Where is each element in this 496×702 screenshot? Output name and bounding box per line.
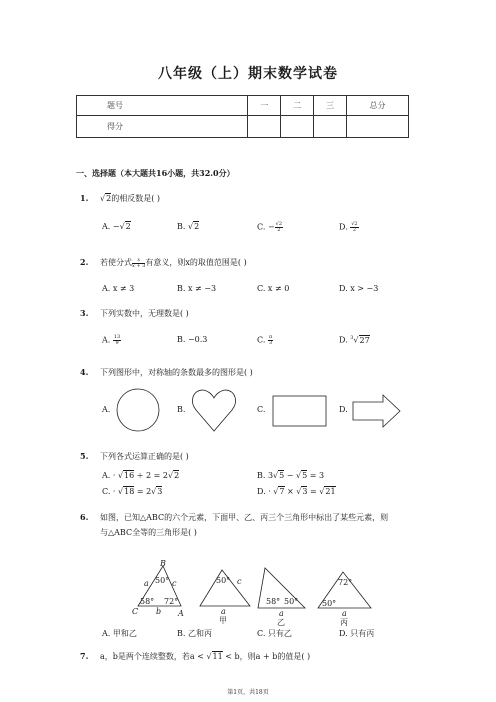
label-side-b: b	[156, 607, 162, 616]
option-d[interactable]: D. x > −3	[339, 284, 379, 293]
question-stem: 的相反数是( )	[111, 194, 160, 203]
option-c[interactable]: C. x ≠ 0	[257, 284, 290, 293]
page-title: 八年级（上）期末数学试卷	[158, 66, 338, 82]
angle-A: 72°	[164, 597, 179, 606]
jia-name: 甲	[219, 616, 227, 625]
option-d[interactable]: D. · √7 × √3 = √21	[257, 487, 336, 496]
question-number: 4.	[80, 367, 89, 377]
score-header-item: 总分	[346, 96, 408, 116]
score-header-item: 题号	[77, 96, 248, 116]
question-6-stem-continued: 与△ABC全等的三角形是( )	[100, 528, 197, 537]
question-number: 3.	[80, 308, 89, 318]
yi-side-a: a	[279, 609, 284, 618]
option-d[interactable]: D. $\frac{√2}{2}$	[339, 221, 358, 233]
score-row-label: 得分	[77, 116, 248, 138]
option-a[interactable]: A. $\frac{13}{9}$	[102, 334, 121, 346]
question-stem: 如图，已知△ABC的六个元素，下面甲、乙、丙三个三角形中标出了某些元素，则	[100, 513, 389, 522]
question-number: 1.	[80, 193, 89, 203]
question-stem-post: < b，则a + b的值是( )	[225, 652, 311, 661]
yi-angle-1: 58°	[266, 597, 281, 606]
question-number: 7.	[80, 651, 89, 661]
question-number: 5.	[80, 451, 89, 461]
section-heading: 一、选择题（本大题共16小题，共32.0分）	[76, 168, 235, 178]
question-number: 2.	[80, 257, 89, 267]
option-b[interactable]: B. x ≠ −3	[177, 284, 217, 293]
label-side-c: c	[172, 579, 177, 588]
score-header-item: 二	[281, 96, 314, 116]
jia-angle: 50°	[216, 576, 231, 585]
option-a[interactable]: A. x ≠ 3	[102, 284, 135, 293]
bing-angle-2: 50°	[322, 599, 337, 608]
option-b[interactable]: B. −0.3	[177, 335, 208, 344]
question-stem-pre: 若使分式	[100, 258, 132, 267]
bing-side-a: a	[342, 609, 347, 618]
question-math: √2	[100, 194, 112, 203]
option-b[interactable]: B. 乙和丙	[177, 629, 212, 638]
question-7: 7. a，b是两个连续整数，若a < √11 < b，则a + b的值是( )	[80, 651, 311, 661]
question-fraction: $\frac{x}{x + 3}$	[132, 256, 146, 269]
label-C: C	[132, 607, 139, 616]
bing-name: 丙	[340, 618, 348, 627]
question-number: 6.	[80, 512, 89, 522]
option-a[interactable]: A. −√2	[102, 222, 131, 231]
bing-angle-1: 72°	[338, 578, 353, 587]
option-d[interactable]: D.	[339, 405, 348, 414]
question-stem-post: 有意义，则x的取值范围是( )	[145, 258, 247, 267]
option-b[interactable]: B.	[177, 405, 186, 414]
jia-side-c: c	[237, 577, 242, 586]
label-B: B	[160, 559, 166, 568]
option-b[interactable]: B. 3√5 − √5 = 3	[257, 471, 325, 480]
option-b[interactable]: B. √2	[177, 222, 200, 231]
option-d[interactable]: D. 只有丙	[339, 629, 375, 638]
angle-C: 58°	[140, 597, 155, 606]
option-c[interactable]: C. − $\frac{√2}{2}$	[257, 221, 283, 233]
jia-side-a: a	[221, 607, 226, 616]
score-header-item: 三	[314, 96, 347, 116]
question-stem: 下列图形中，对称轴的条数最多的图形是( )	[100, 368, 253, 377]
angle-B: 50°	[155, 576, 170, 585]
label-A: A	[178, 609, 184, 618]
option-a[interactable]: A. · √16 ÷ 2 = 2√2	[102, 471, 180, 480]
score-header-item: 一	[248, 96, 281, 116]
option-c[interactable]: C.	[257, 405, 266, 414]
option-c[interactable]: C. · √18 = 2√3	[102, 487, 163, 496]
option-d[interactable]: D. $^3$√27	[339, 335, 370, 345]
option-a[interactable]: A. 甲和乙	[102, 629, 137, 638]
question-stem: 下列实数中，无理数是( )	[100, 309, 189, 318]
label-side-a: a	[144, 579, 149, 588]
option-c[interactable]: C. 只有乙	[257, 629, 292, 638]
question-stem: 下列各式运算正确的是( )	[100, 452, 189, 461]
yi-name: 乙	[277, 618, 285, 627]
yi-angle-2: 50°	[284, 597, 299, 606]
option-a[interactable]: A.	[102, 405, 111, 414]
option-c[interactable]: C. $\frac{\pi}{3}$	[257, 334, 273, 346]
question-stem: a，b是两个连续整数，若a <	[100, 652, 204, 661]
page-footer: 第1页，共18页	[227, 689, 269, 696]
